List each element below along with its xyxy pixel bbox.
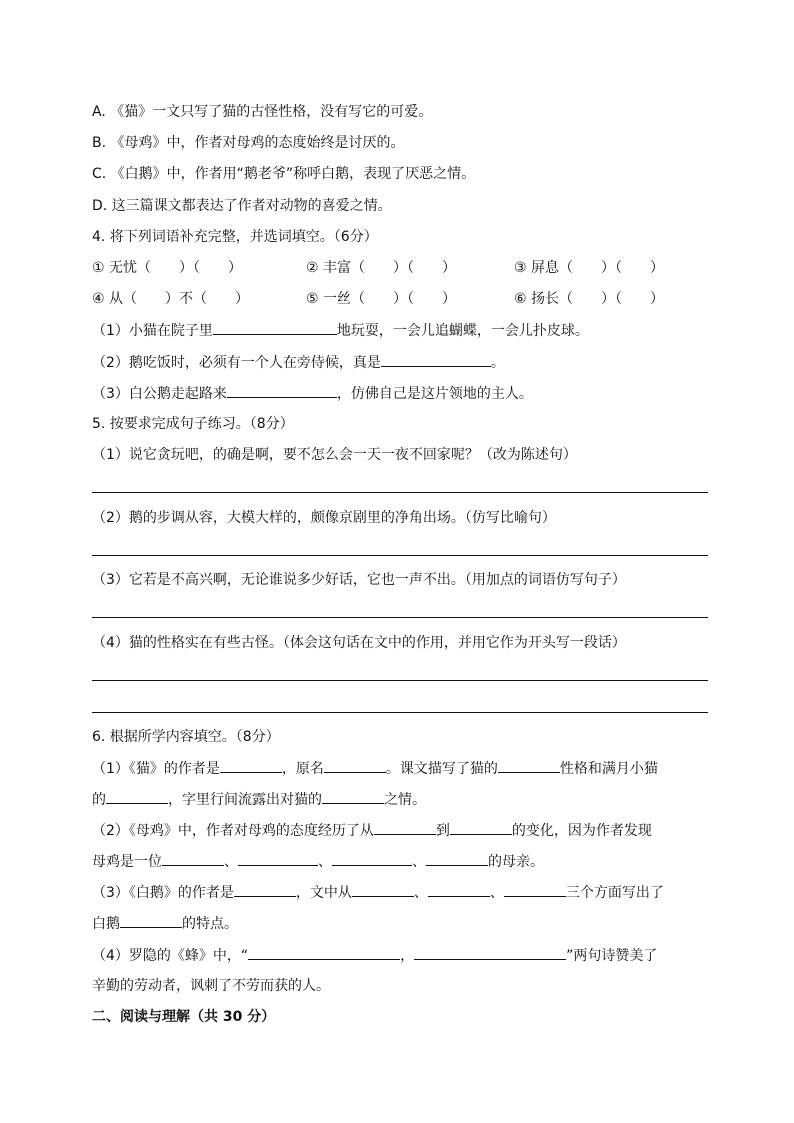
- q4-sentence-1: （1）小猫在院子里 地玩耍，一会儿追蝴蝶，一会儿扑皮球。: [92, 320, 589, 341]
- q4-sentence-3: （3）白公鹅走起路来 ，仿佛自己是这片领地的主人。: [92, 383, 533, 404]
- fill-blank[interactable]: [352, 882, 414, 897]
- q6-line-7: （4）罗隐的《蜂》中，“ ， ”两句诗赞美了: [92, 945, 657, 966]
- option-a: A. 《猫》一文只写了猫的古怪性格，没有写它的可爱。: [92, 104, 433, 120]
- q5-sentence-2: （2）鹅的步调从容，大模大样的，颇像京剧里的净角出场。（仿写比喻句）: [92, 510, 556, 526]
- word-item[interactable]: ④ 从（ ）不（ ）: [92, 291, 250, 307]
- fill-blank[interactable]: [106, 789, 168, 804]
- fill-blank[interactable]: [504, 882, 566, 897]
- fill-blank[interactable]: [162, 851, 224, 866]
- fill-blank[interactable]: [324, 758, 386, 773]
- answer-line[interactable]: [92, 555, 708, 556]
- word-row-1: [92, 258, 708, 278]
- option-c: C. 《白鹅》中，作者用“鹅老爷”称呼白鹅，表现了厌恶之情。: [92, 166, 476, 182]
- word-item[interactable]: ⑤ 一丝（ ）（ ）: [306, 291, 457, 307]
- q6-line-1: （1）《猫》的作者是 ，原名 。课文描写了猫的 性格和满月小猫: [92, 758, 658, 779]
- fill-blank[interactable]: [220, 758, 282, 773]
- answer-line[interactable]: [92, 617, 708, 618]
- answer-line[interactable]: [92, 680, 708, 681]
- fill-blank[interactable]: [414, 945, 566, 960]
- fill-blank[interactable]: [428, 882, 490, 897]
- answer-line[interactable]: [92, 492, 708, 493]
- fill-blank[interactable]: [426, 851, 488, 866]
- fill-blank[interactable]: [248, 945, 400, 960]
- fill-blank[interactable]: [498, 758, 560, 773]
- q6-line-8: 辛勤的劳动者，讽刺了不劳而获的人。: [92, 978, 330, 994]
- q6-line-2: 的 ，字里行间流露出对猫的 之情。: [92, 789, 426, 810]
- fill-blank[interactable]: [238, 851, 318, 866]
- word-item[interactable]: ③ 屏息（ ）（ ）: [514, 260, 665, 276]
- q6-line-6: 白鹅 的特点。: [92, 913, 238, 934]
- fill-blank[interactable]: [213, 320, 337, 335]
- question-5-title: 5. 按要求完成句子练习。（8分）: [92, 416, 294, 432]
- word-row-2: [92, 289, 708, 309]
- fill-blank[interactable]: [332, 851, 412, 866]
- fill-blank[interactable]: [450, 820, 512, 835]
- fill-blank[interactable]: [234, 882, 296, 897]
- fill-blank[interactable]: [322, 789, 384, 804]
- section-heading: 二、阅读与理解（共 30 分）: [92, 1009, 276, 1025]
- option-d: D. 这三篇课文都表达了作者对动物的喜爱之情。: [92, 198, 392, 214]
- option-b: B. 《母鸡》中，作者对母鸡的态度始终是讨厌的。: [92, 135, 405, 151]
- q6-line-5: （3）《白鹅》的作者是 ，文中从 、 、 三个方面写出了: [92, 882, 664, 903]
- q4-sentence-2: （2）鹅吃饭时，必须有一个人在旁侍候，真是 。: [92, 352, 505, 373]
- fill-blank[interactable]: [227, 383, 337, 398]
- fill-blank[interactable]: [381, 352, 491, 367]
- word-item[interactable]: ① 无忧（ ）（ ）: [92, 260, 243, 276]
- q5-sentence-3: （3）它若是不高兴啊，无论谁说多少好话，它也一声不出。（用加点的词语仿写句子）: [92, 572, 626, 588]
- answer-line[interactable]: [92, 712, 708, 713]
- fill-blank[interactable]: [374, 820, 436, 835]
- question-4-title: 4. 将下列词语补充完整，并选词填空。（6分）: [92, 229, 378, 245]
- q6-line-3: （2）《母鸡》中，作者对母鸡的态度经历了从 到 的变化，因为作者发现: [92, 820, 652, 841]
- word-item[interactable]: ② 丰富（ ）（ ）: [306, 260, 457, 276]
- word-item[interactable]: ⑥ 扬长（ ）（ ）: [514, 291, 665, 307]
- fill-blank[interactable]: [120, 913, 182, 928]
- q5-sentence-4: （4）猫的性格实在有些古怪。（体会这句话在文中的作用，并用它作为开头写一段话）: [92, 635, 626, 651]
- q5-sentence-1: （1）说它贪玩吧，的确是啊，要不怎么会一天一夜不回家呢？（改为陈述句）: [92, 447, 577, 463]
- question-6-title: 6. 根据所学内容填空。（8分）: [92, 729, 280, 745]
- q6-line-4: 母鸡是一位 、 、 、 的母亲。: [92, 851, 544, 872]
